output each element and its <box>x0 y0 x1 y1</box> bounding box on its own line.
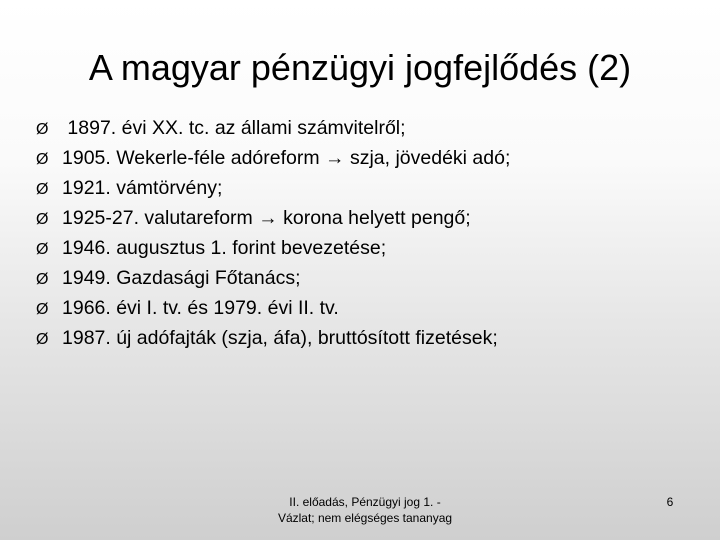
arrow-bullet-icon: Ø <box>36 301 49 318</box>
arrow-bullet-icon: Ø <box>36 211 49 228</box>
bullet-item <box>36 293 696 323</box>
arrow-bullet-icon: Ø <box>36 121 49 138</box>
bullet-text: 1905. Wekerle-féle adóreform → szja, jövedéki adó; <box>62 147 511 169</box>
bullet-list <box>36 113 696 353</box>
bullet-text: 1949. Gazdasági Főtanács; <box>62 267 301 289</box>
bullet-text: 1921. vámtörvény; <box>62 177 223 199</box>
footer-line-1: II. előadás, Pénzügyi jog 1. - <box>289 495 441 509</box>
slide-title: A magyar pénzügyi jogfejlődés (2) <box>88 47 632 88</box>
bullet-item <box>36 323 696 353</box>
bullet-text: 1946. augusztus 1. forint bevezetése; <box>62 237 387 259</box>
bullet-item <box>36 263 696 293</box>
bullet-item <box>36 173 696 203</box>
bullet-text: 1987. új adófajták (szja, áfa), bruttósított fizetések; <box>62 327 498 349</box>
bullet-text: 1966. évi I. tv. és 1979. évi II. tv. <box>62 297 339 319</box>
bullet-item <box>36 203 696 233</box>
page-number: 6 <box>666 495 674 509</box>
arrow-bullet-icon: Ø <box>36 151 49 168</box>
arrow-bullet-icon: Ø <box>36 181 49 198</box>
bullet-item <box>36 113 696 143</box>
arrow-bullet-icon: Ø <box>36 271 49 288</box>
arrow-bullet-icon: Ø <box>36 331 49 348</box>
arrow-bullet-icon: Ø <box>36 241 49 258</box>
bullet-item <box>36 143 696 173</box>
bullet-text: 1925-27. valutareform → korona helyett pengő; <box>62 207 471 229</box>
footer-line-2: Vázlat; nem elégséges tananyag <box>277 511 453 525</box>
bullet-item <box>36 233 696 263</box>
slide-footer <box>230 494 500 526</box>
bullet-text: 1897. évi XX. tc. az állami számvitelről; <box>62 117 406 139</box>
